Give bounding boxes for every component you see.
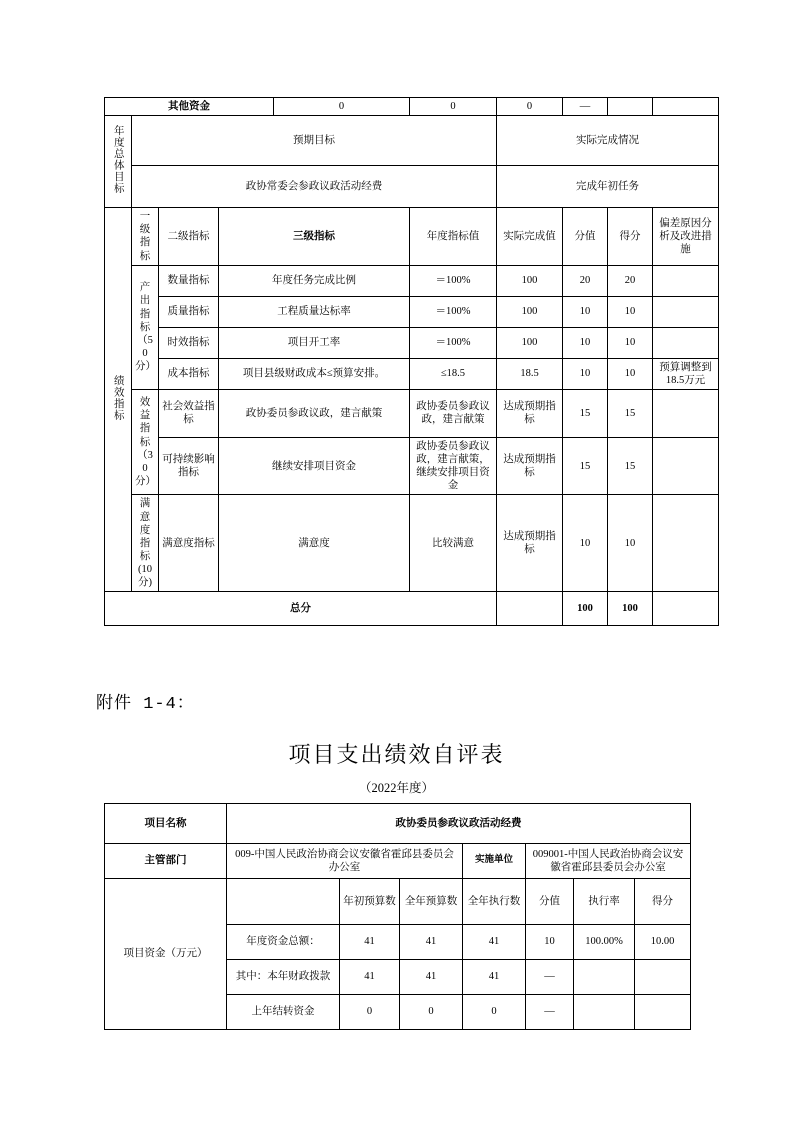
other-funds-value-2: 0: [497, 98, 563, 116]
level2-timeliness: 时效指标: [159, 327, 219, 358]
level3-sustainable: 继续安排项目资金: [219, 437, 410, 495]
score-value-quality: 10: [563, 296, 608, 327]
score-got-quantity: 20: [608, 265, 653, 296]
total-funds-score-got: 10.00: [635, 925, 691, 960]
row-label-carryover: 上年结转资金: [227, 995, 340, 1030]
actual-quantity: 100: [497, 265, 563, 296]
other-funds-value-4: [608, 98, 653, 116]
header-year-exec: 全年执行数: [463, 879, 526, 925]
carryover-year-budget: 0: [400, 995, 463, 1030]
performance-indicator-table: [104, 97, 719, 626]
attachment-label: 附件 1-4：: [96, 695, 195, 714]
unit-value: 009001-中国人民政治协商会议安徽省霍邱县委员会办公室: [526, 844, 691, 879]
header-score-value: 分值: [563, 208, 608, 266]
project-expenditure-self-evaluation-table: [104, 803, 691, 1030]
level2-quantity: 数量指标: [159, 265, 219, 296]
score-got-cost: 10: [608, 358, 653, 389]
deviation-timeliness: [653, 327, 719, 358]
header-level1: 一级指标: [132, 208, 159, 266]
carryover-exec-rate: [574, 995, 635, 1030]
level2-sustainable: 可持续影响指标: [159, 437, 219, 495]
other-funds-value-5: [653, 98, 719, 116]
total-score-value: 100: [563, 592, 608, 626]
actual-completion-text: 完成年初任务: [497, 166, 719, 208]
total-label: 总分: [105, 592, 497, 626]
other-funds-value-1: 0: [410, 98, 497, 116]
score-got-quality: 10: [608, 296, 653, 327]
header-annual-target: 年度指标值: [410, 208, 497, 266]
table-row: [105, 437, 719, 495]
deviation-quantity: [653, 265, 719, 296]
actual-quality: 100: [497, 296, 563, 327]
other-funds-value-0: 0: [274, 98, 410, 116]
target-quantity: ＝100%: [410, 265, 497, 296]
deviation-sustainable: [653, 437, 719, 495]
level3-quantity: 年度任务完成比例: [219, 265, 410, 296]
header-level3: 三级指标: [219, 208, 410, 266]
level3-timeliness: 项目开工率: [219, 327, 410, 358]
fiscal-exec-rate: [574, 960, 635, 995]
header-score-got: 得分: [608, 208, 653, 266]
total-score-got: 100: [608, 592, 653, 626]
funds-label: 项目资金（万元）: [105, 879, 227, 1030]
total-funds-begin-budget: 41: [340, 925, 400, 960]
fiscal-score-value: —: [526, 960, 574, 995]
actual-sustainable: 达成预期指标: [497, 437, 563, 495]
page-title: 项目支出绩效自评表: [288, 742, 505, 767]
unit-label: 实施单位: [463, 844, 526, 879]
target-timeliness: ＝100%: [410, 327, 497, 358]
project-name-value: 政协委员参政议政活动经费: [227, 804, 691, 844]
level3-satisfaction: 满意度: [219, 495, 410, 592]
total-deviation: [653, 592, 719, 626]
score-value-satisfaction: 10: [563, 495, 608, 592]
table-row: [105, 98, 719, 116]
level1-satisfaction: 满意度指标(10分): [132, 495, 159, 592]
carryover-score-got: [635, 995, 691, 1030]
score-value-timeliness: 10: [563, 327, 608, 358]
table-row: [105, 166, 719, 208]
level3-social-benefit: 政协委员参政议政，建言献策: [219, 389, 410, 437]
performance-indicator-label: 绩效指标: [105, 208, 132, 592]
header-year-budget: 全年预算数: [400, 879, 463, 925]
header-score-value-bottom: 分值: [526, 879, 574, 925]
page-subtitle: （2022年度）: [358, 781, 434, 795]
table-row: [105, 358, 719, 389]
actual-timeliness: 100: [497, 327, 563, 358]
header-score-got-bottom: 得分: [635, 879, 691, 925]
total-funds-year-exec: 41: [463, 925, 526, 960]
target-cost: ≤18.5: [410, 358, 497, 389]
target-satisfaction: 比较满意: [410, 495, 497, 592]
table-row: [105, 592, 719, 626]
project-name-label: 项目名称: [105, 804, 227, 844]
deviation-cost: 预算调整到18.5万元: [653, 358, 719, 389]
score-got-social-benefit: 15: [608, 389, 653, 437]
table-row: [105, 389, 719, 437]
row-label-fiscal-appropriation: 其中：本年财政拨款: [227, 960, 340, 995]
table-row: [105, 844, 691, 879]
header-begin-budget: 年初预算数: [340, 879, 400, 925]
level2-quality: 质量指标: [159, 296, 219, 327]
level2-social-benefit: 社会效益指标: [159, 389, 219, 437]
funds-col-blank: [227, 879, 340, 925]
actual-completion-header: 实际完成情况: [497, 116, 719, 166]
score-value-quantity: 20: [563, 265, 608, 296]
table-row: [105, 327, 719, 358]
level3-quality: 工程质量达标率: [219, 296, 410, 327]
actual-social-benefit: 达成预期指标: [497, 389, 563, 437]
score-value-social-benefit: 15: [563, 389, 608, 437]
actual-cost: 18.5: [497, 358, 563, 389]
header-actual-value: 实际完成值: [497, 208, 563, 266]
total-funds-score-value: 10: [526, 925, 574, 960]
carryover-begin-budget: 0: [340, 995, 400, 1030]
expected-goal-header: 预期目标: [132, 116, 497, 166]
total-funds-exec-rate: 100.00%: [574, 925, 635, 960]
table-row: [105, 804, 691, 844]
score-value-cost: 10: [563, 358, 608, 389]
carryover-year-exec: 0: [463, 995, 526, 1030]
table-row: [105, 265, 719, 296]
target-sustainable: 政协委员参政议政，建言献策，继续安排项目资金: [410, 437, 497, 495]
level3-cost: 项目县级财政成本≤预算安排。: [219, 358, 410, 389]
dept-value: 009-中国人民政治协商会议安徽省霍邱县委员会办公室: [227, 844, 463, 879]
table-row: [105, 879, 691, 925]
table-row: [105, 296, 719, 327]
header-exec-rate: 执行率: [574, 879, 635, 925]
header-deviation: 偏差原因分析及改进措施: [653, 208, 719, 266]
expected-goal-text: 政协常委会参政议政活动经费: [132, 166, 497, 208]
level1-benefit: 效益指标（30分）: [132, 389, 159, 495]
target-social-benefit: 政协委员参政议政，建言献策: [410, 389, 497, 437]
score-got-satisfaction: 10: [608, 495, 653, 592]
row-label-total-funds: 年度资金总额：: [227, 925, 340, 960]
header-level2: 二级指标: [159, 208, 219, 266]
other-funds-label: 其他资金: [105, 98, 274, 116]
annual-overall-goal-label: 年度总体目标: [105, 116, 132, 208]
deviation-quality: [653, 296, 719, 327]
actual-satisfaction: 达成预期指标: [497, 495, 563, 592]
dept-label: 主管部门: [105, 844, 227, 879]
fiscal-year-budget: 41: [400, 960, 463, 995]
level2-cost: 成本指标: [159, 358, 219, 389]
other-funds-value-3: —: [563, 98, 608, 116]
score-got-sustainable: 15: [608, 437, 653, 495]
table-row: [105, 208, 719, 266]
total-empty: [497, 592, 563, 626]
score-got-timeliness: 10: [608, 327, 653, 358]
table-row: [105, 116, 719, 166]
fiscal-year-exec: 41: [463, 960, 526, 995]
level1-output: 产出指标（50分）: [132, 265, 159, 389]
carryover-score-value: —: [526, 995, 574, 1030]
deviation-satisfaction: [653, 495, 719, 592]
level2-satisfaction: 满意度指标: [159, 495, 219, 592]
score-value-sustainable: 15: [563, 437, 608, 495]
target-quality: ＝100%: [410, 296, 497, 327]
table-row: [105, 495, 719, 592]
total-funds-year-budget: 41: [400, 925, 463, 960]
fiscal-begin-budget: 41: [340, 960, 400, 995]
deviation-social-benefit: [653, 389, 719, 437]
fiscal-score-got: [635, 960, 691, 995]
